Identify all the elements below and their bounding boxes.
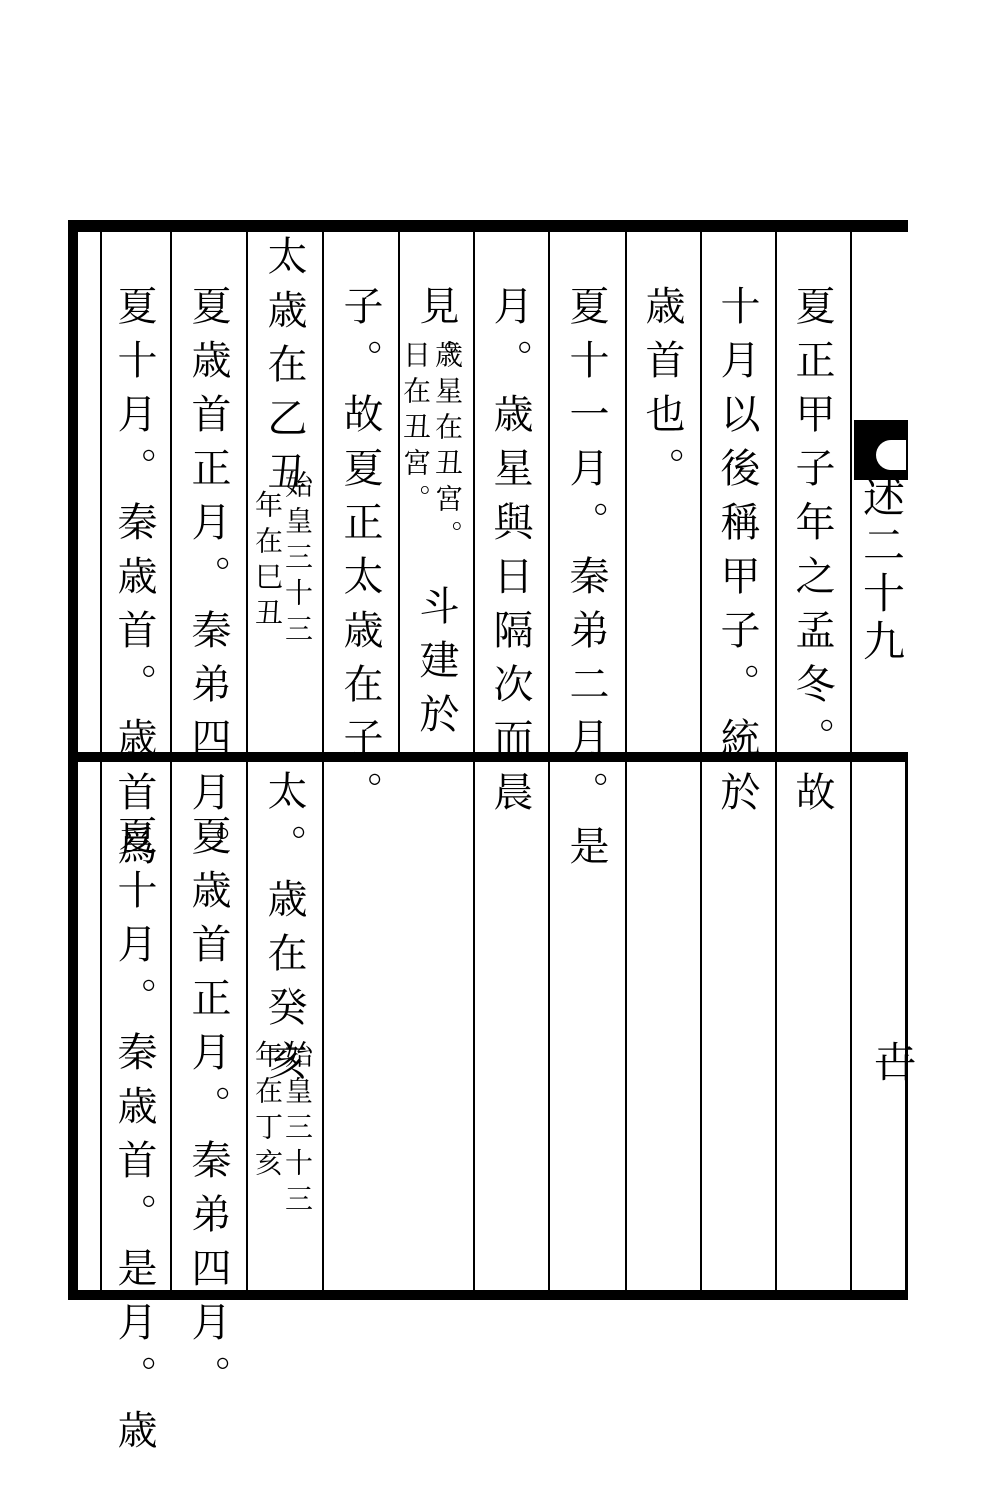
folio-number: 卋 <box>868 1040 917 1082</box>
column-rule <box>170 232 172 1290</box>
text-column: 夏歳首正月。秦弟四月。 <box>185 815 231 1409</box>
text-column: 太歳在乙丑 <box>261 235 307 505</box>
annotation-note: 歳星在丑宮。 <box>431 340 464 556</box>
column-rule <box>905 762 908 1300</box>
annotation-note: 年在丁亥 <box>251 1040 284 1184</box>
column-rule <box>775 232 777 1290</box>
text-column: 歳首也。 <box>639 285 685 501</box>
text-column: 子。故夏正太歳在子。 <box>337 285 383 825</box>
column-rule <box>625 232 627 1290</box>
text-column: 夏十月。秦歳首。歳首爲 <box>111 285 157 879</box>
text-column: 斗建於 <box>413 585 459 747</box>
annotation-note: 始皇三十三 <box>281 1040 314 1220</box>
column-rule <box>322 232 324 1290</box>
annotation-note: 日在丑宮。 <box>399 340 432 520</box>
text-column: 夏歳首正月。秦弟四月。 <box>185 285 231 879</box>
frame-left-border <box>68 220 78 1300</box>
text-column: 夏正甲子年之孟冬。故 <box>789 285 835 825</box>
frame-top-border <box>68 220 908 232</box>
column-rule <box>850 232 852 752</box>
annotation-note: 年在巳丑 <box>251 490 284 634</box>
text-column: 夏十月。秦歳首。是月。歳 <box>111 815 157 1463</box>
column-rule <box>548 232 550 1290</box>
margin-title: 述二十九 <box>857 475 906 667</box>
text-column: 夏十一月。秦弟二月。是 <box>563 285 609 879</box>
annotation-note: 始皇三十三 <box>281 470 314 650</box>
text-column: 十月以後稱甲子。統於 <box>714 285 760 825</box>
column-rule <box>850 762 852 1290</box>
column-rule <box>700 232 702 1290</box>
column-rule <box>100 762 102 1290</box>
column-rule <box>100 232 102 752</box>
fish-tail-notch <box>876 440 906 470</box>
text-column: 月。歳星與日隔次而晨 <box>487 285 533 825</box>
column-rule <box>473 232 475 1290</box>
column-rule <box>246 232 248 1290</box>
text-column: 見。 <box>413 285 459 393</box>
text-column: 太。歳在癸亥 <box>261 770 307 1094</box>
